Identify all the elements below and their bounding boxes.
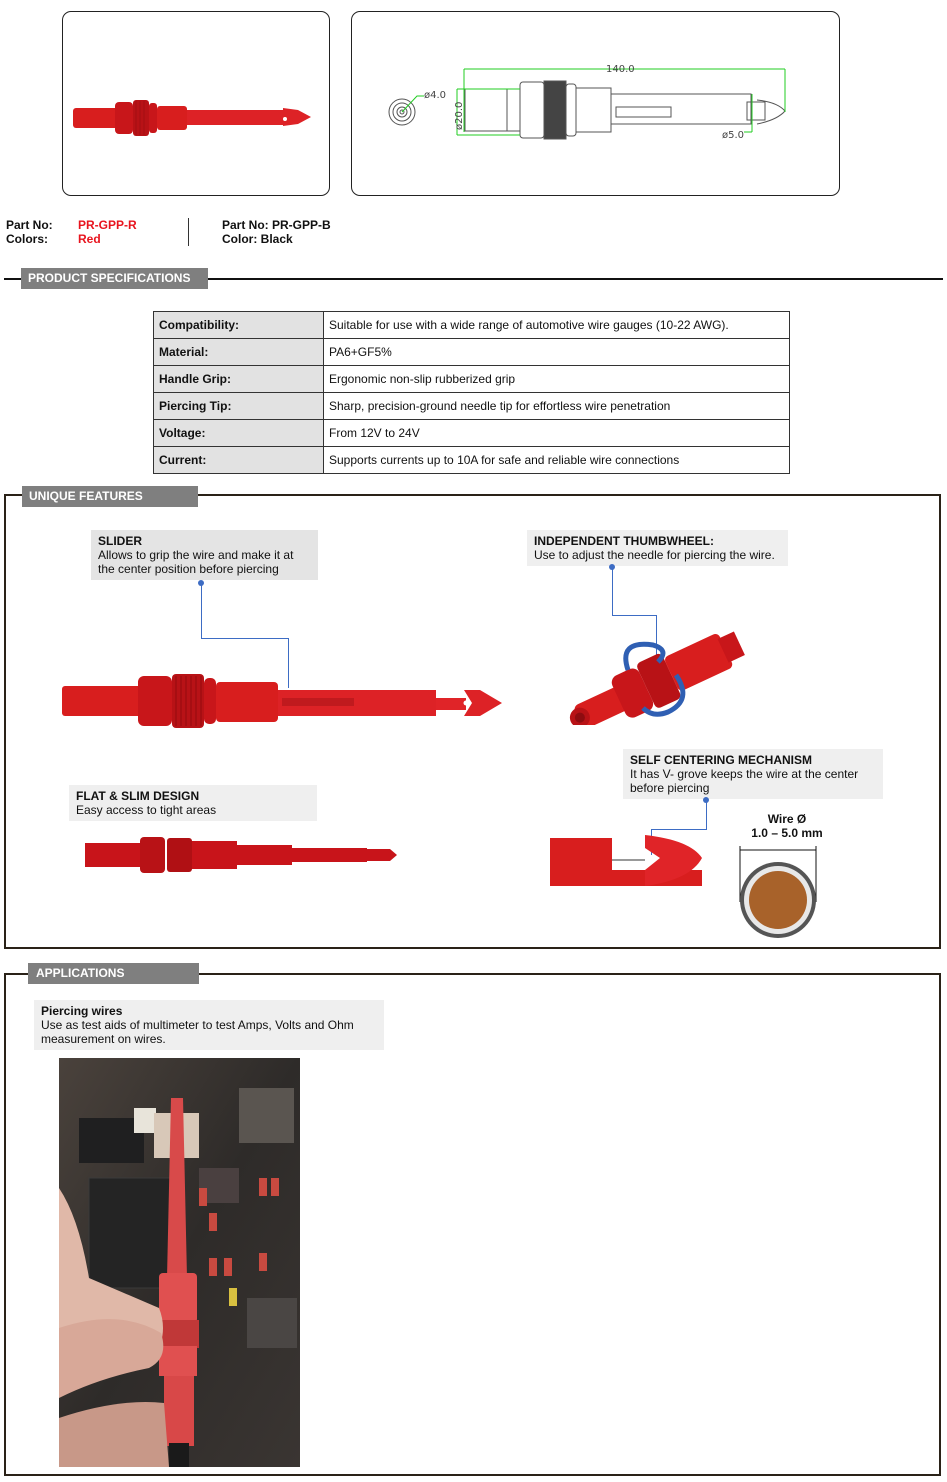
wire-diameter-label <box>742 812 832 840</box>
spec-value: Suitable for use with a wide range of automotive wire gauges (10-22 AWG). <box>324 312 790 339</box>
slider-text-1: Allows to grip the wire and make it at <box>98 548 294 562</box>
spec-key: Current: <box>154 447 324 474</box>
thumbwheel-title: INDEPENDENT THUMBWHEEL: <box>534 534 714 548</box>
self-centering-connector <box>706 800 707 829</box>
color-black: Color: Black <box>222 232 293 246</box>
slider-callout <box>91 530 318 580</box>
self-centering-callout <box>623 749 883 799</box>
part-no-black: Part No: PR-GPP-B <box>222 218 331 232</box>
thumbwheel-connector <box>612 615 656 616</box>
spec-key: Voltage: <box>154 420 324 447</box>
piercing-text-1: Use as test aids of multimeter to test Amps, Volts and Ohm <box>41 1018 354 1032</box>
table-row <box>154 339 790 366</box>
table-row <box>154 447 790 474</box>
wire-range: 1.0 – 5.0 mm <box>751 826 823 840</box>
spec-value: Ergonomic non-slip rubberized grip <box>324 366 790 393</box>
piercing-callout <box>34 1000 384 1050</box>
spec-key: Piercing Tip: <box>154 393 324 420</box>
spec-value: From 12V to 24V <box>324 420 790 447</box>
spec-rule-left <box>4 278 22 280</box>
application-photo <box>59 1058 300 1467</box>
self-centering-title: SELF CENTERING MECHANISM <box>630 753 813 767</box>
thumbwheel-connector <box>612 567 613 615</box>
features-rule-right <box>198 494 941 496</box>
slider-connector <box>201 638 288 639</box>
features-rule-left <box>4 494 22 496</box>
features-heading: UNIQUE FEATURES <box>22 486 198 507</box>
spec-value: Sharp, precision-ground needle tip for effortless wire penetration <box>324 393 790 420</box>
applications-rule-right <box>199 973 941 975</box>
part-no-red: PR-GPP-R <box>78 218 137 232</box>
slider-title: SLIDER <box>98 534 143 548</box>
part-divider <box>188 218 189 246</box>
spec-key: Material: <box>154 339 324 366</box>
table-row <box>154 366 790 393</box>
self-centering-tip-image <box>550 830 710 890</box>
dimension-tip: ø5.0 <box>722 130 745 141</box>
part-no-label-red: Part No: <box>6 218 53 232</box>
flat-slim-title: FLAT & SLIM DESIGN <box>76 789 200 803</box>
dimension-socket: ø4.0 <box>424 90 447 101</box>
technical-drawing <box>352 12 841 197</box>
product-photo-card <box>62 11 330 196</box>
color-red: Red <box>78 232 101 246</box>
applications-heading: APPLICATIONS <box>28 963 199 984</box>
thumbwheel-text: Use to adjust the needle for piercing the wire. <box>534 548 775 562</box>
red-probe-image <box>63 12 331 197</box>
slider-connector <box>201 583 202 638</box>
piercing-title: Piercing wires <box>41 1004 123 1018</box>
applications-rule-left <box>4 973 28 975</box>
spec-key: Handle Grip: <box>154 366 324 393</box>
technical-drawing-card <box>351 11 840 196</box>
flat-slim-image <box>85 835 400 880</box>
probe-slider-image <box>60 670 510 740</box>
spec-value: PA6+GF5% <box>324 339 790 366</box>
slider-text-2: the center position before piercing <box>98 562 279 576</box>
spec-value: Supports currents up to 10A for safe and reliable wire connections <box>324 447 790 474</box>
wire-label: Wire Ø <box>767 812 807 826</box>
thumbwheel-image <box>558 630 748 725</box>
spec-rule-right <box>208 278 943 280</box>
colors-label-red: Colors: <box>6 232 48 246</box>
thumbwheel-callout <box>527 530 788 566</box>
wire-cross-section <box>736 842 822 942</box>
dimension-body: ø20.0 <box>454 101 465 130</box>
dimension-length: 140.0 <box>606 64 635 75</box>
self-centering-text-2: before piercing <box>630 781 710 795</box>
spec-heading: PRODUCT SPECIFICATIONS <box>21 268 208 289</box>
table-row <box>154 312 790 339</box>
spec-key: Compatibility: <box>154 312 324 339</box>
self-centering-text-1: It has V- grove keeps the wire at the center <box>630 767 859 781</box>
table-row <box>154 393 790 420</box>
flat-slim-callout <box>69 785 317 821</box>
flat-slim-text: Easy access to tight areas <box>76 803 217 817</box>
piercing-text-2: measurement on wires. <box>41 1032 166 1046</box>
spec-table <box>153 311 790 474</box>
table-row <box>154 420 790 447</box>
